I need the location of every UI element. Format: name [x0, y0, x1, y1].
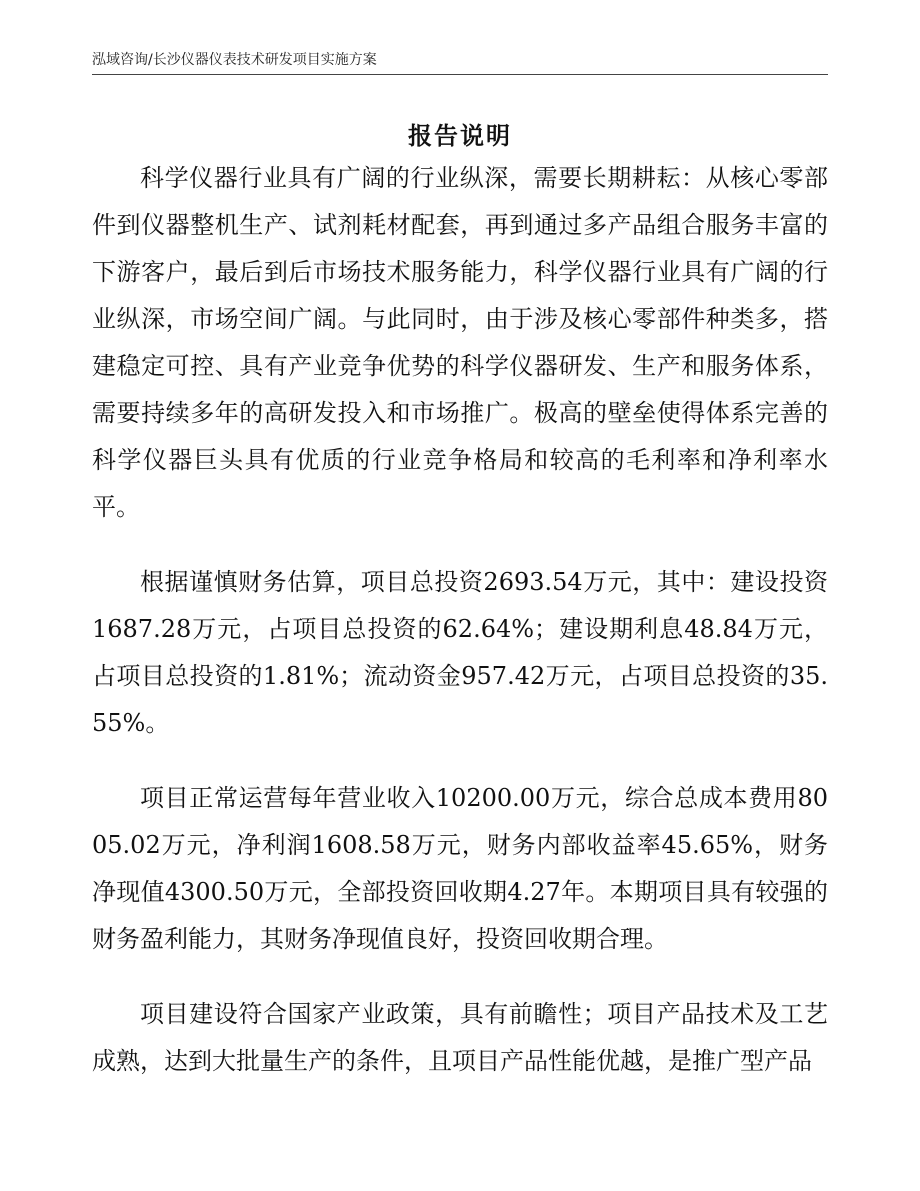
page-title: 报告说明 [408, 122, 512, 150]
paragraph-financial-returns: 项目正常运营每年营业收入10200.00万元，综合总成本费用8005.02万元，净利润1608.58万元，财务内部收益率45.65%，财务净现值4300.50万元，全部投资回收期4.27年。本期项目具有较强的财务盈利能力，其财务净现值良好，投资回收期合理。 [92, 784, 828, 953]
document-body [92, 155, 828, 1113]
paragraph-investment-estimate: 根据谨慎财务估算，项目总投资2693.54万元，其中：建设投资1687.28万元，占项目总投资的62.64%；建设期利息48.84万元，占项目总投资的1.81%；流动资金957.42万元，占项目总投资的35.55%。 [92, 568, 828, 737]
header-divider [92, 74, 828, 75]
paragraph-industry-overview: 科学仪器行业具有广阔的行业纵深，需要长期耕耘：从核心零部件到仪器整机生产、试剂耗材配套，再到通过多产品组合服务丰富的下游客户，最后到后市场技术服务能力，科学仪器行业具有广阔的行业纵深，市场空间广阔。与此同时，由于涉及核心零部件种类多，搭建稳定可控、具有产业竞争优势的科学仪器研发、生产和服务体系，需要持续多年的高研发投入和市场推广。极高的壁垒使得体系完善的科学仪器巨头具有优质的行业竞争格局和较高的毛利率和净利率水平。 [92, 164, 828, 521]
running-header: 泓域咨询/长沙仪器仪表技术研发项目实施方案 [92, 52, 377, 68]
paragraph-policy-compliance: 项目建设符合国家产业政策，具有前瞻性；项目产品技术及工艺成熟，达到大批量生产的条件，且项目产品性能优越，是推广型产品 [92, 1000, 828, 1075]
